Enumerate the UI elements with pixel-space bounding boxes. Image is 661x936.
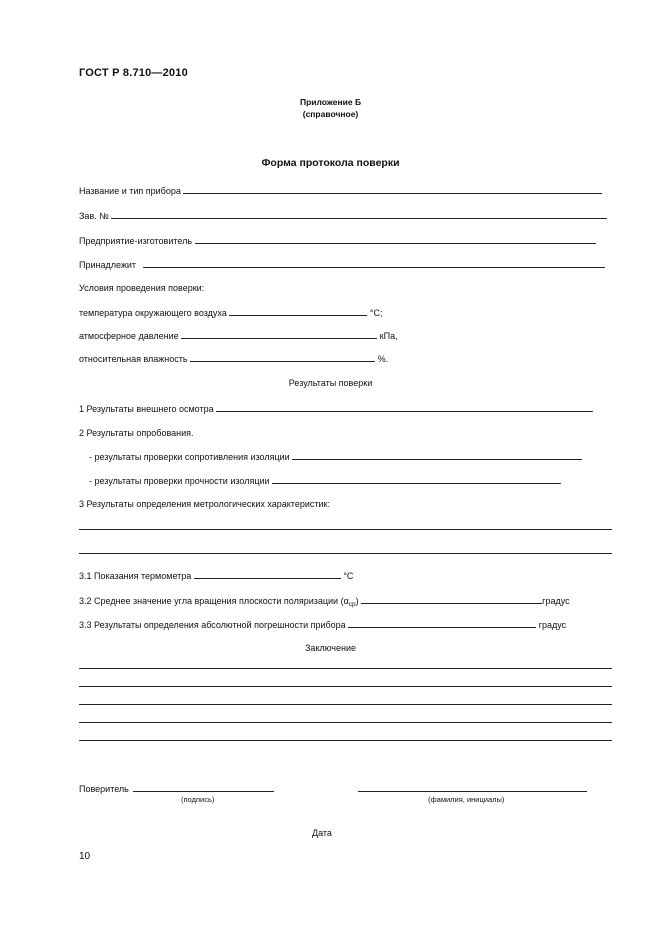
serial-label: Зав. №: [79, 211, 109, 221]
pressure-field[interactable]: [181, 330, 377, 339]
owner-field[interactable]: [143, 259, 605, 268]
results-item1-row: [79, 403, 593, 414]
device-name-field[interactable]: [183, 185, 602, 194]
verifier-name-field[interactable]: [358, 791, 587, 792]
results-heading: Результаты поверки: [288, 378, 373, 388]
results-item31-label: 3.1 Показания термометра: [79, 571, 192, 581]
annex-subtitle: (справочное): [302, 109, 359, 119]
results-item32-unit: градус: [542, 596, 570, 606]
results-item2b-row: [89, 475, 561, 486]
conclusion-line-3[interactable]: [79, 704, 612, 705]
temperature-field[interactable]: [229, 307, 367, 316]
form-title: Форма протокола поверки: [261, 157, 400, 169]
manufacturer-field[interactable]: [195, 235, 596, 244]
name-caption: (фамилия, инициалы): [428, 795, 505, 804]
results-item32-subscript: ср: [348, 601, 356, 608]
results-item3-line-1[interactable]: [79, 529, 612, 530]
owner-label: Принадлежит: [79, 260, 137, 270]
verifier-signature-field[interactable]: [133, 783, 274, 792]
device-name-row: [79, 185, 602, 196]
owner-row: [79, 259, 605, 270]
results-item32-close: ): [355, 596, 359, 606]
conclusion-line-2[interactable]: [79, 686, 612, 687]
date-label: Дата: [312, 828, 332, 838]
results-item33-unit: градус: [538, 620, 567, 630]
results-item33-field[interactable]: [348, 619, 536, 628]
results-item2b-label: - результаты проверки прочности изоляции: [89, 476, 270, 486]
results-item32-field[interactable]: [361, 595, 542, 604]
temperature-row: [79, 307, 382, 318]
results-item3-label: 3 Результаты определения метрологических характеристик:: [79, 499, 330, 509]
serial-row: [79, 210, 607, 221]
standard-number: ГОСТ Р 8.710—2010: [79, 67, 188, 79]
manufacturer-label: Предприятие-изготовитель: [79, 236, 193, 246]
serial-field[interactable]: [111, 210, 607, 219]
page-number: 10: [79, 851, 91, 862]
results-item2a-label: - результаты проверки сопротивления изоляции: [89, 452, 290, 462]
conditions-label: Условия проведения поверки:: [79, 283, 205, 293]
results-item3-line-2[interactable]: [79, 553, 612, 554]
temperature-label: температура окружающего воздуха: [79, 308, 227, 318]
device-name-label: Название и тип прибора: [79, 186, 181, 196]
conclusion-heading: Заключение: [305, 643, 356, 653]
conclusion-line-4[interactable]: [79, 722, 612, 723]
results-item32-row: [79, 595, 570, 608]
conclusion-line-1[interactable]: [79, 668, 612, 669]
signature-caption: (подпись): [181, 795, 215, 804]
verifier-label: Поверитель: [79, 784, 129, 794]
results-item33-row: [79, 619, 566, 630]
verifier-row: [79, 783, 274, 794]
results-item31-field[interactable]: [194, 570, 341, 579]
results-item2b-field[interactable]: [272, 475, 561, 484]
results-item2a-row: [89, 451, 582, 462]
humidity-row: [79, 353, 388, 364]
results-item33-label: 3.3 Результаты определения абсолютной погрешности прибора: [79, 620, 346, 630]
annex-title: Приложение Б: [299, 97, 362, 107]
temperature-unit: °С;: [369, 308, 383, 318]
results-item1-label: 1 Результаты внешнего осмотра: [79, 404, 214, 414]
results-item31-row: [79, 570, 353, 581]
results-item31-unit: °С: [343, 571, 354, 581]
humidity-field[interactable]: [190, 353, 375, 362]
conclusion-line-5[interactable]: [79, 740, 612, 741]
results-item2a-field[interactable]: [292, 451, 582, 460]
pressure-label: атмосферное давление: [79, 331, 179, 341]
results-item32-label: 3.2 Среднее значение угла вращения плоскости поляризации (α: [79, 596, 349, 606]
results-item1-field[interactable]: [216, 403, 593, 412]
results-item2-label: 2 Результаты опробования.: [79, 428, 194, 438]
manufacturer-row: [79, 235, 596, 246]
humidity-label: относительная влажность: [79, 354, 188, 364]
humidity-unit: %.: [377, 354, 389, 364]
pressure-row: [79, 330, 398, 341]
pressure-unit: кПа,: [379, 331, 398, 341]
